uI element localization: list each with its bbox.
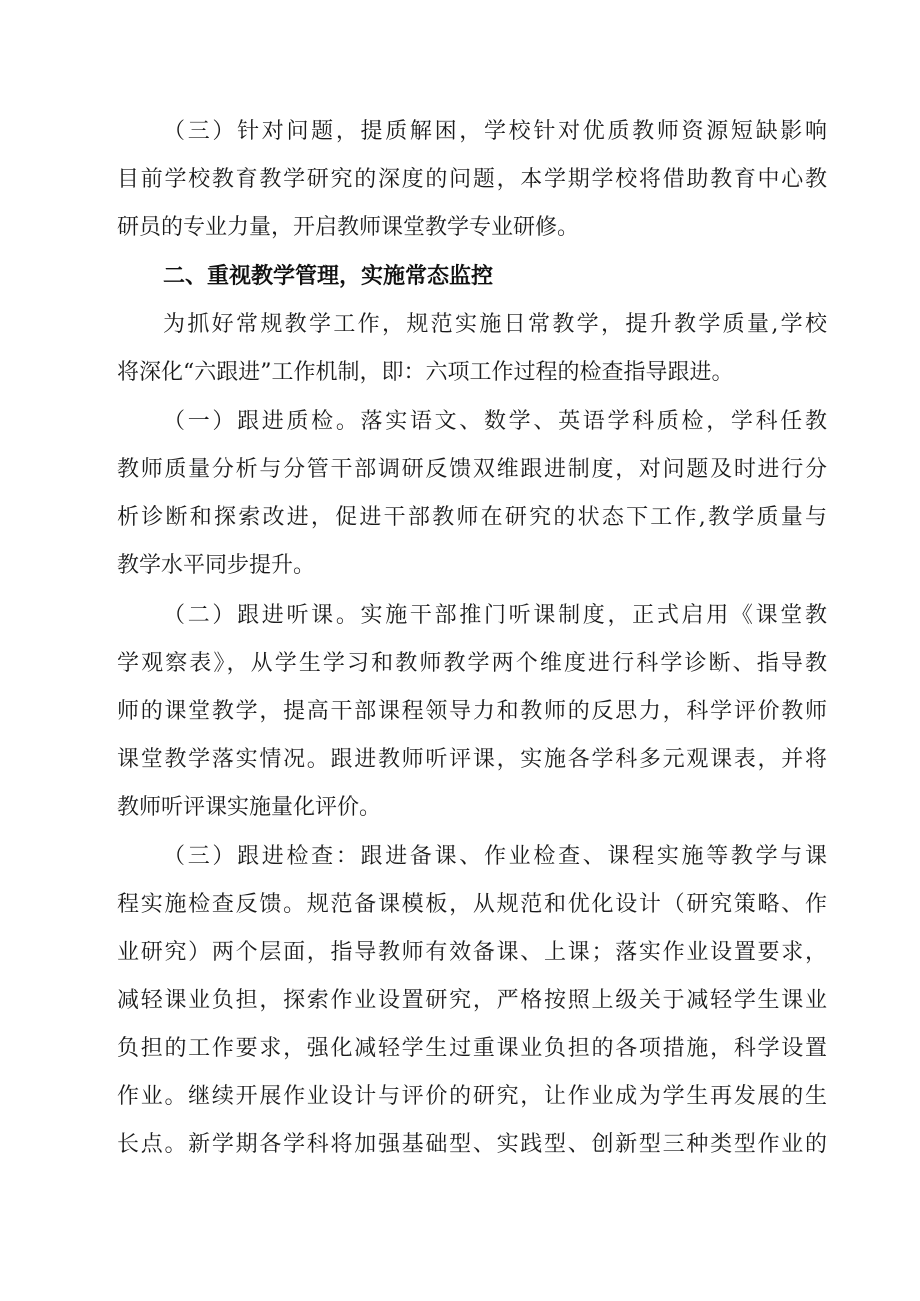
paragraph-4-line-2: 学观察表》，从学生学习和教师教学两个维度进行科学诊断、指导教: [117, 651, 827, 676]
paragraph-4-line-3: 师的课堂教学，提高干部课程领导力和教师的反思力，科学评价教师: [117, 699, 827, 724]
paragraph-4-line-1: （二）跟进听课。实施干部推门听课制度，正式启用《课堂教: [163, 603, 827, 628]
paragraph-5-line-1: （三）跟进检查：跟进备课、作业检查、课程实施等教学与课: [163, 844, 827, 869]
paragraph-3-line-4: 教学水平同步提升。: [117, 553, 316, 578]
paragraph-1-line-3: 研员的专业力量，开启教师课堂教学专业研修。: [117, 215, 580, 240]
paragraph-5-line-7: 长点。新学期各学科将加强基础型、实践型、创新型三种类型作业的: [117, 1132, 827, 1157]
paragraph-5-line-3: 业研究）两个层面，指导教师有效备课、上课；落实作业设置要求，: [117, 940, 827, 965]
paragraph-4-line-5: 教师听评课实施量化评价。: [117, 795, 382, 820]
section-heading: 二、重视教学管理，实施常态监控: [163, 264, 494, 289]
paragraph-2-line-2: 将深化“六跟进”工作机制，即：六项工作过程的检查指导跟进。: [117, 360, 734, 385]
paragraph-3-line-3: 析诊断和探索改进，促进干部教师在研究的状态下工作,教学质量与: [117, 505, 827, 530]
paragraph-3-line-2: 教师质量分析与分管干部调研反馈双维跟进制度，对问题及时进行分: [117, 457, 827, 482]
paragraph-5-line-4: 减轻课业负担，探索作业设置研究，严格按照上级关于减轻学生课业: [117, 988, 827, 1013]
paragraph-1-line-2: 目前学校教育教学研究的深度的问题，本学期学校将借助教育中心教: [117, 167, 827, 192]
paragraph-5-line-5: 负担的工作要求，强化减轻学生过重课业负担的各项措施，科学设置: [117, 1036, 827, 1061]
paragraph-2-line-1: 为抓好常规教学工作，规范实施日常教学，提升教学质量,学校: [163, 312, 827, 337]
paragraph-3-line-1: （一）跟进质检。落实语文、数学、英语学科质检，学科任教: [163, 409, 827, 434]
paragraph-5-line-2: 程实施检查反馈。规范备课模板，从规范和优化设计（研究策略、作: [117, 892, 827, 917]
paragraph-1-line-1: （三）针对问题，提质解困，学校针对优质教师资源短缺影响: [163, 119, 827, 144]
paragraph-5-line-6: 作业。继续开展作业设计与评价的研究，让作业成为学生再发展的生: [117, 1084, 827, 1109]
paragraph-4-line-4: 课堂教学落实情况。跟进教师听评课，实施各学科多元观课表，并将: [117, 747, 827, 772]
